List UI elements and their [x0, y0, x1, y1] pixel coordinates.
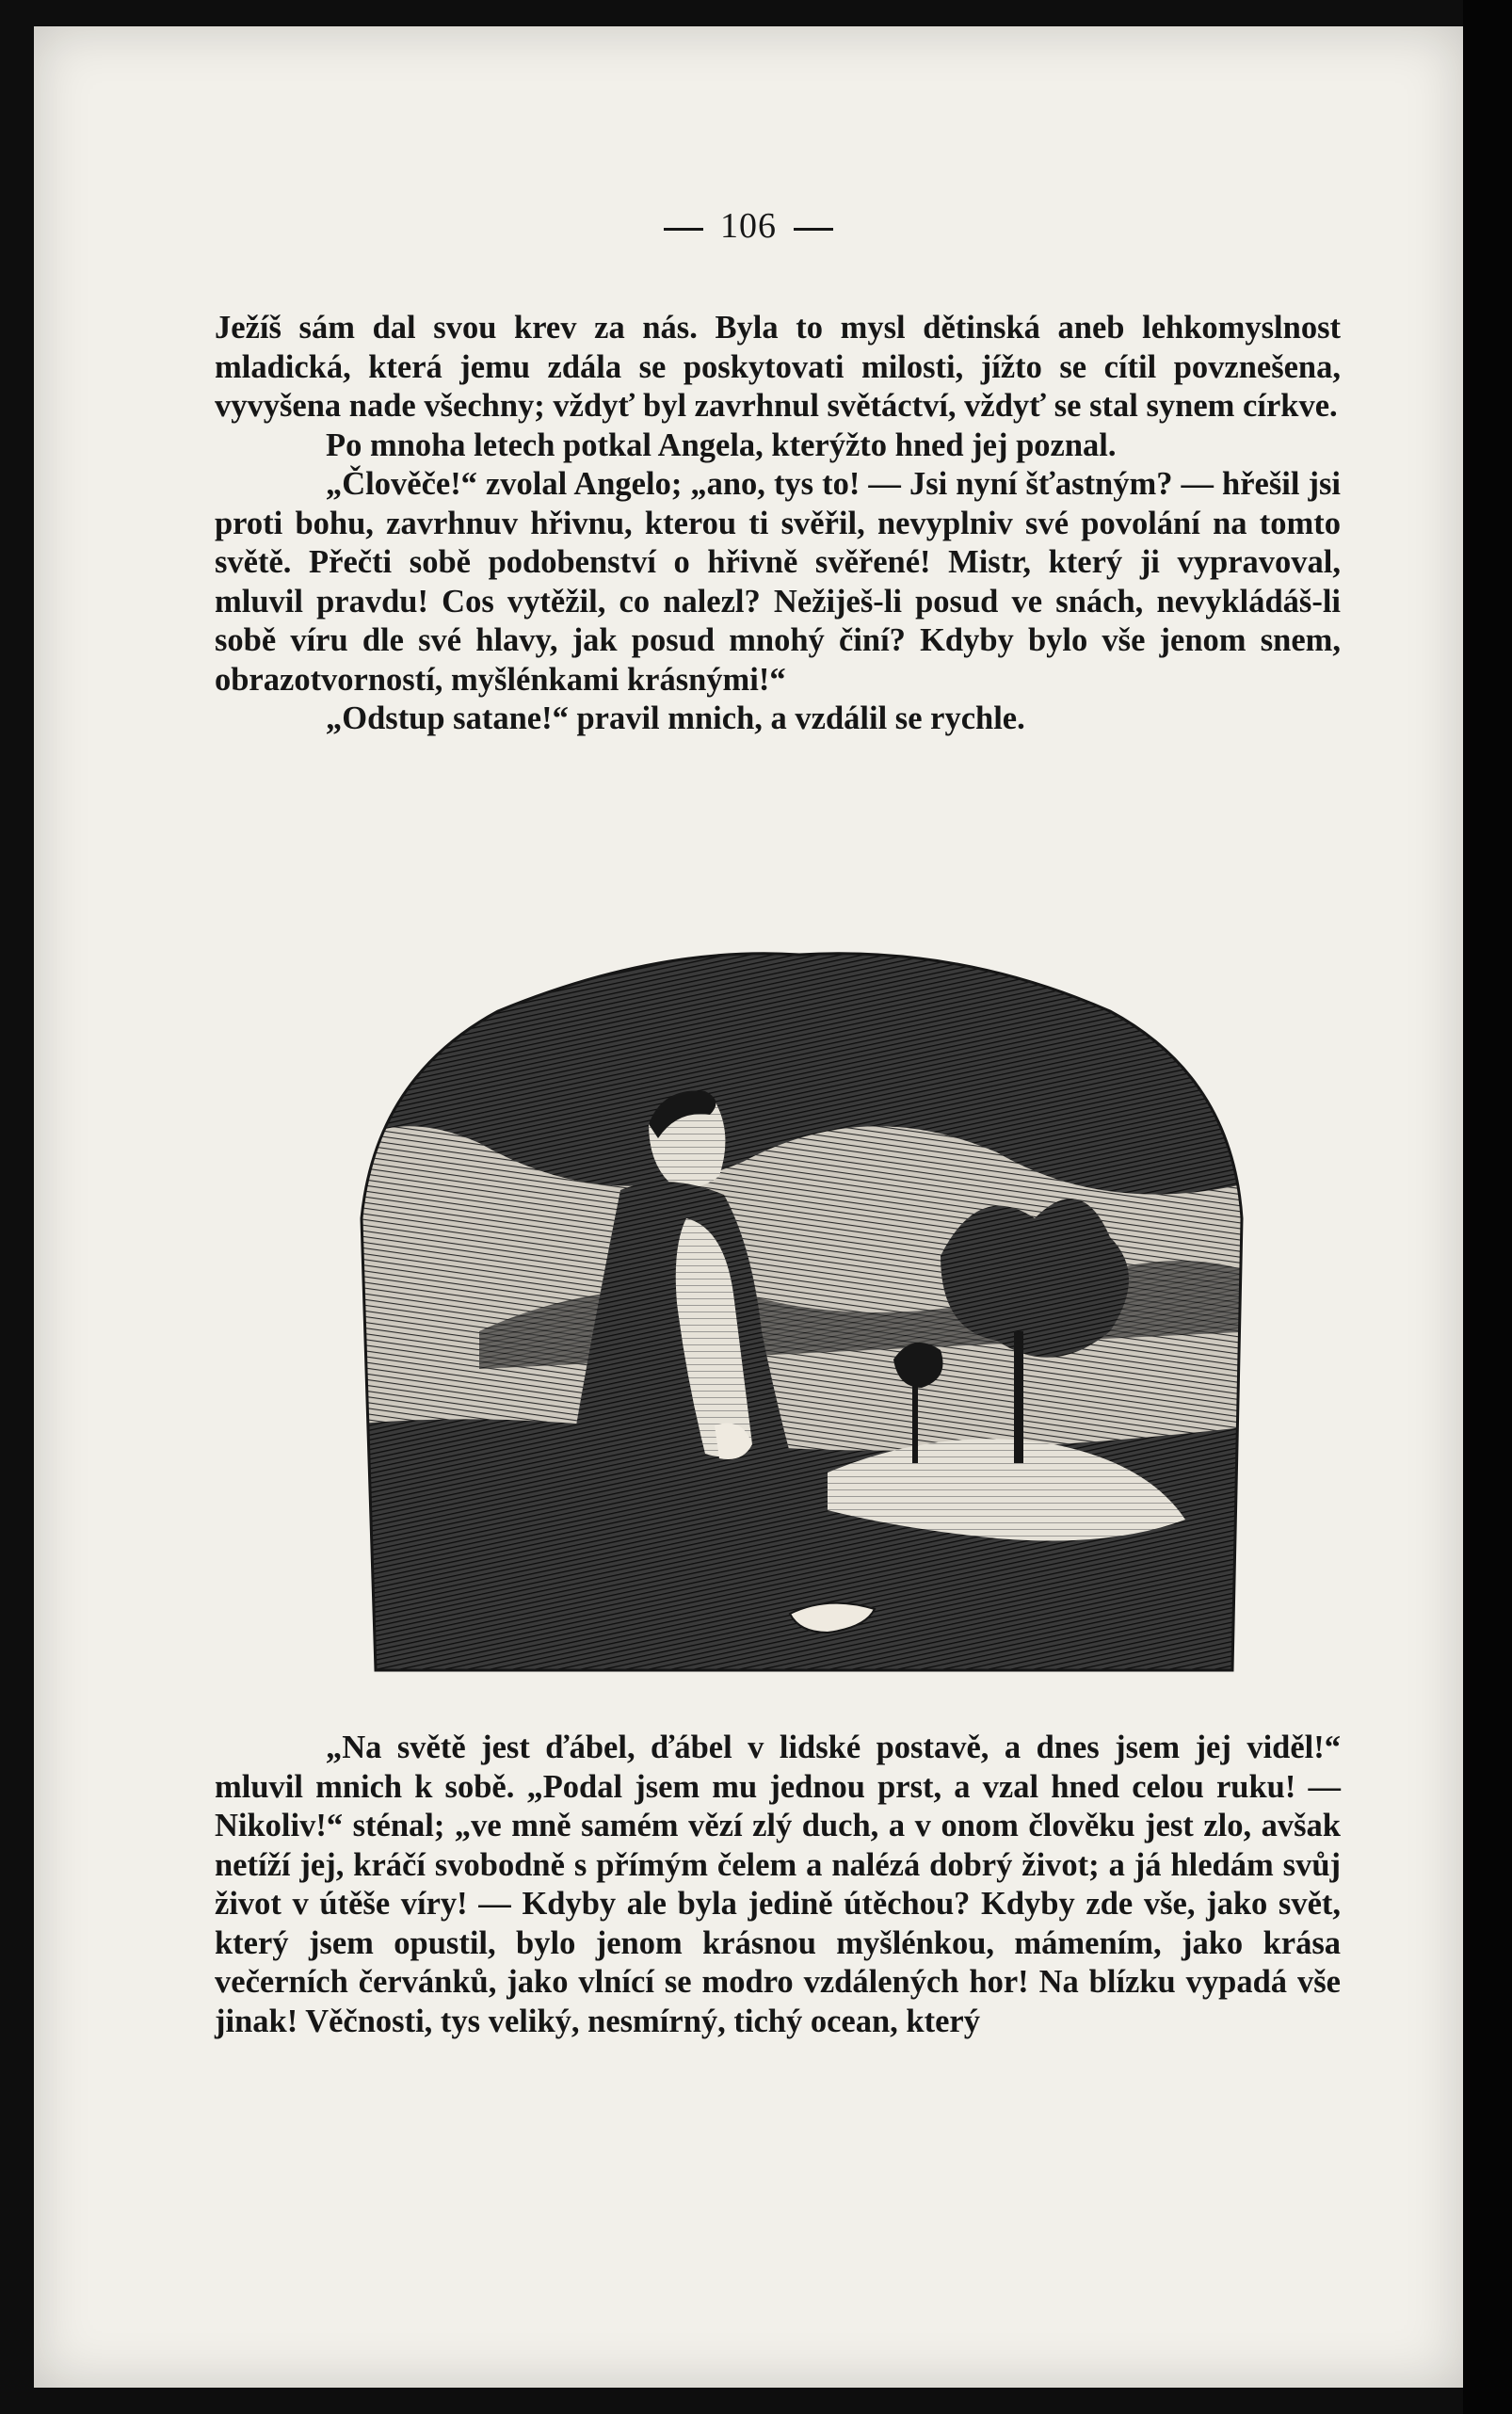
- page-number-dash-right: [794, 228, 833, 231]
- page-number-value: 106: [720, 206, 777, 246]
- page-number: [34, 205, 1463, 247]
- paragraph: „Odstup satane!“ pravil mnich, a vzdálil se rychle.: [326, 700, 1025, 736]
- book-page: [34, 26, 1463, 2388]
- engraving-illustration: [338, 936, 1259, 1689]
- paragraph: „Člověče!“ zvolal Angelo; „ano, tys to! — Jsi nyní šťastným? — hřešil jsi proti bohu, zavrhnuv hřivnu, kterou ti svěřil, nevyplniv své povolání na tomto světě. Přečti sobě podobenství o hřivně svěřené! Mistr, který ji vypravoval, mluvil pravdu! Cos vytěžil, co nalezl? Nežiješ-li posud ve snách, nevykládáš-li sobě víru dle své hlavy, jak posud mnohý činí? Kdyby bylo vše jenom snem, obrazotvorností, myšlénkami krásnými!“: [215, 466, 1341, 698]
- top-text-block: [215, 309, 1341, 739]
- page-number-dash-left: [664, 228, 703, 231]
- scan-border: [1463, 0, 1512, 2414]
- bottom-text-block: [215, 1729, 1341, 2041]
- paragraph: Ježíš sám dal svou krev za nás. Byla to mysl dětinská aneb lehkomyslnost mladická, která jemu zdála se poskytovati milosti, jížto se cítil povznešena, vyvyšena nade všechny; vždyť byl zavrhnul světáctví, vždyť se stal synem církve.: [215, 310, 1341, 424]
- engraving-kneeling-figure-icon: [338, 936, 1259, 1689]
- paragraph: Po mnoha letech potkal Angela, kterýžto hned jej poznal.: [326, 426, 1117, 463]
- paragraph: „Na světě jest ďábel, ďábel v lidské postavě, a dnes jsem jej viděl!“ mluvil mnich k sobě. „Podal jsem mu jednou prst, a vzal hned celou ruku! — Nikoliv!“ sténal; „ve mně samém vězí zlý duch, a v onom člověku jest zlo, avšak netíží jej, kráčí svobodně s přímým čelem a nalézá dobrý život; a já hledám svůj život v útěše víry! — Kdyby ale byla jedině útěchou? Kdyby zde vše, jako svět, který jsem opustil, bylo jenom krásnou myšlénkou, mámením, jako krása večerních červánků, jako vlnící se modro vzdálených hor! Na blízku vypadá vše jinak! Věčnosti, tys veliký, nesmírný, tichý ocean, který: [215, 1730, 1341, 2039]
